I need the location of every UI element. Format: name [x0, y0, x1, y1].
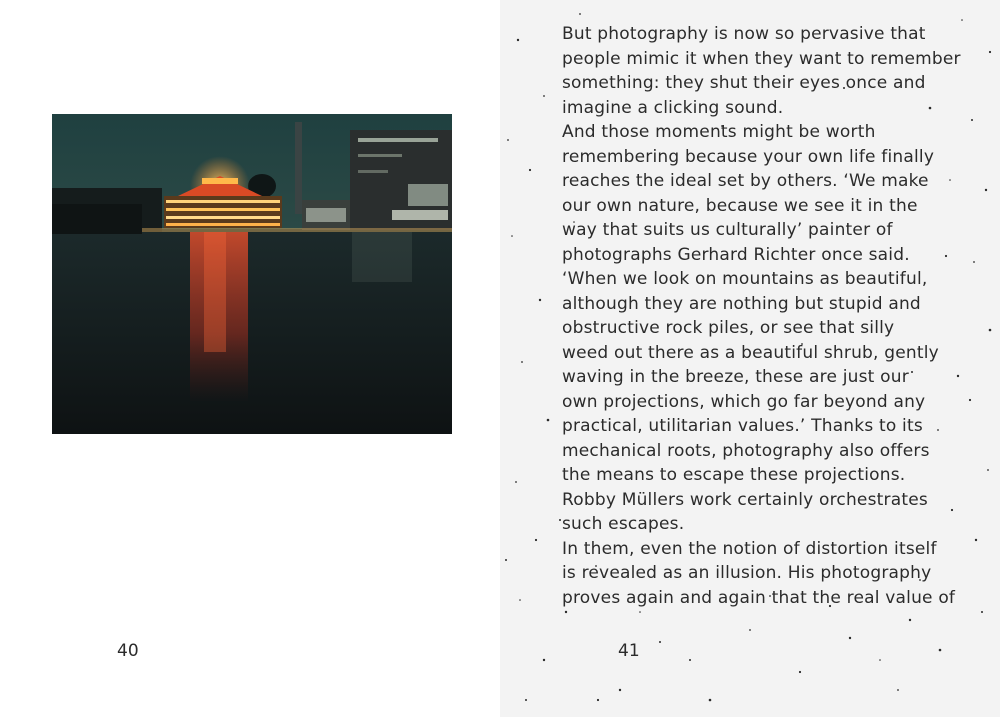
body-text — [562, 22, 982, 610]
text-line: such escapes. — [562, 514, 685, 534]
text-line: imagine a clicking sound. — [562, 97, 784, 118]
text-line: is revealed as an illusion. His photography — [562, 563, 932, 583]
text-line: In them, even the notion of distortion itself — [562, 538, 937, 559]
text-line: ‘When we look on mountains as beautiful, — [562, 269, 928, 289]
text-line: weed out there as a beautiful shrub, gently — [562, 342, 939, 363]
text-line: our own nature, because we see it in the — [562, 195, 918, 216]
text-line: something: they shut their eyes once and — [562, 73, 926, 93]
text-line: obstructive rock piles, or see that silly — [562, 318, 895, 338]
text-line: people mimic it when they want to remember — [562, 48, 961, 69]
right-page — [500, 0, 1000, 717]
photo-image — [52, 114, 452, 434]
text-line: although they are nothing but stupid and — [562, 293, 921, 314]
text-line: photographs Gerhard Richter once said. — [562, 244, 910, 265]
text-line: own projections, which go far beyond any — [562, 391, 926, 412]
page-number: 41 — [618, 641, 640, 661]
night-harbor-photo — [52, 114, 452, 434]
text-line: mechanical roots, photography also offers — [562, 440, 930, 461]
text-line: practical, utilitarian values.’ Thanks to its — [562, 416, 923, 436]
text-line: And those moments might be worth — [562, 122, 876, 142]
text-line: waving in the breeze, these are just our — [562, 367, 909, 387]
text-line: the means to escape these projections. — [562, 465, 906, 485]
text-line: Robby Müllers work certainly orchestrates — [562, 489, 928, 510]
text-line: reaches the ideal set by others. ‘We make — [562, 171, 929, 191]
text-line: way that suits us culturally’ painter of — [562, 220, 893, 240]
page-number: 40 — [117, 641, 139, 661]
text-line: proves again and again that the real value of — [562, 587, 956, 608]
text-line: But photography is now so pervasive that — [562, 24, 926, 44]
text-line: remembering because your own life finally — [562, 146, 935, 167]
